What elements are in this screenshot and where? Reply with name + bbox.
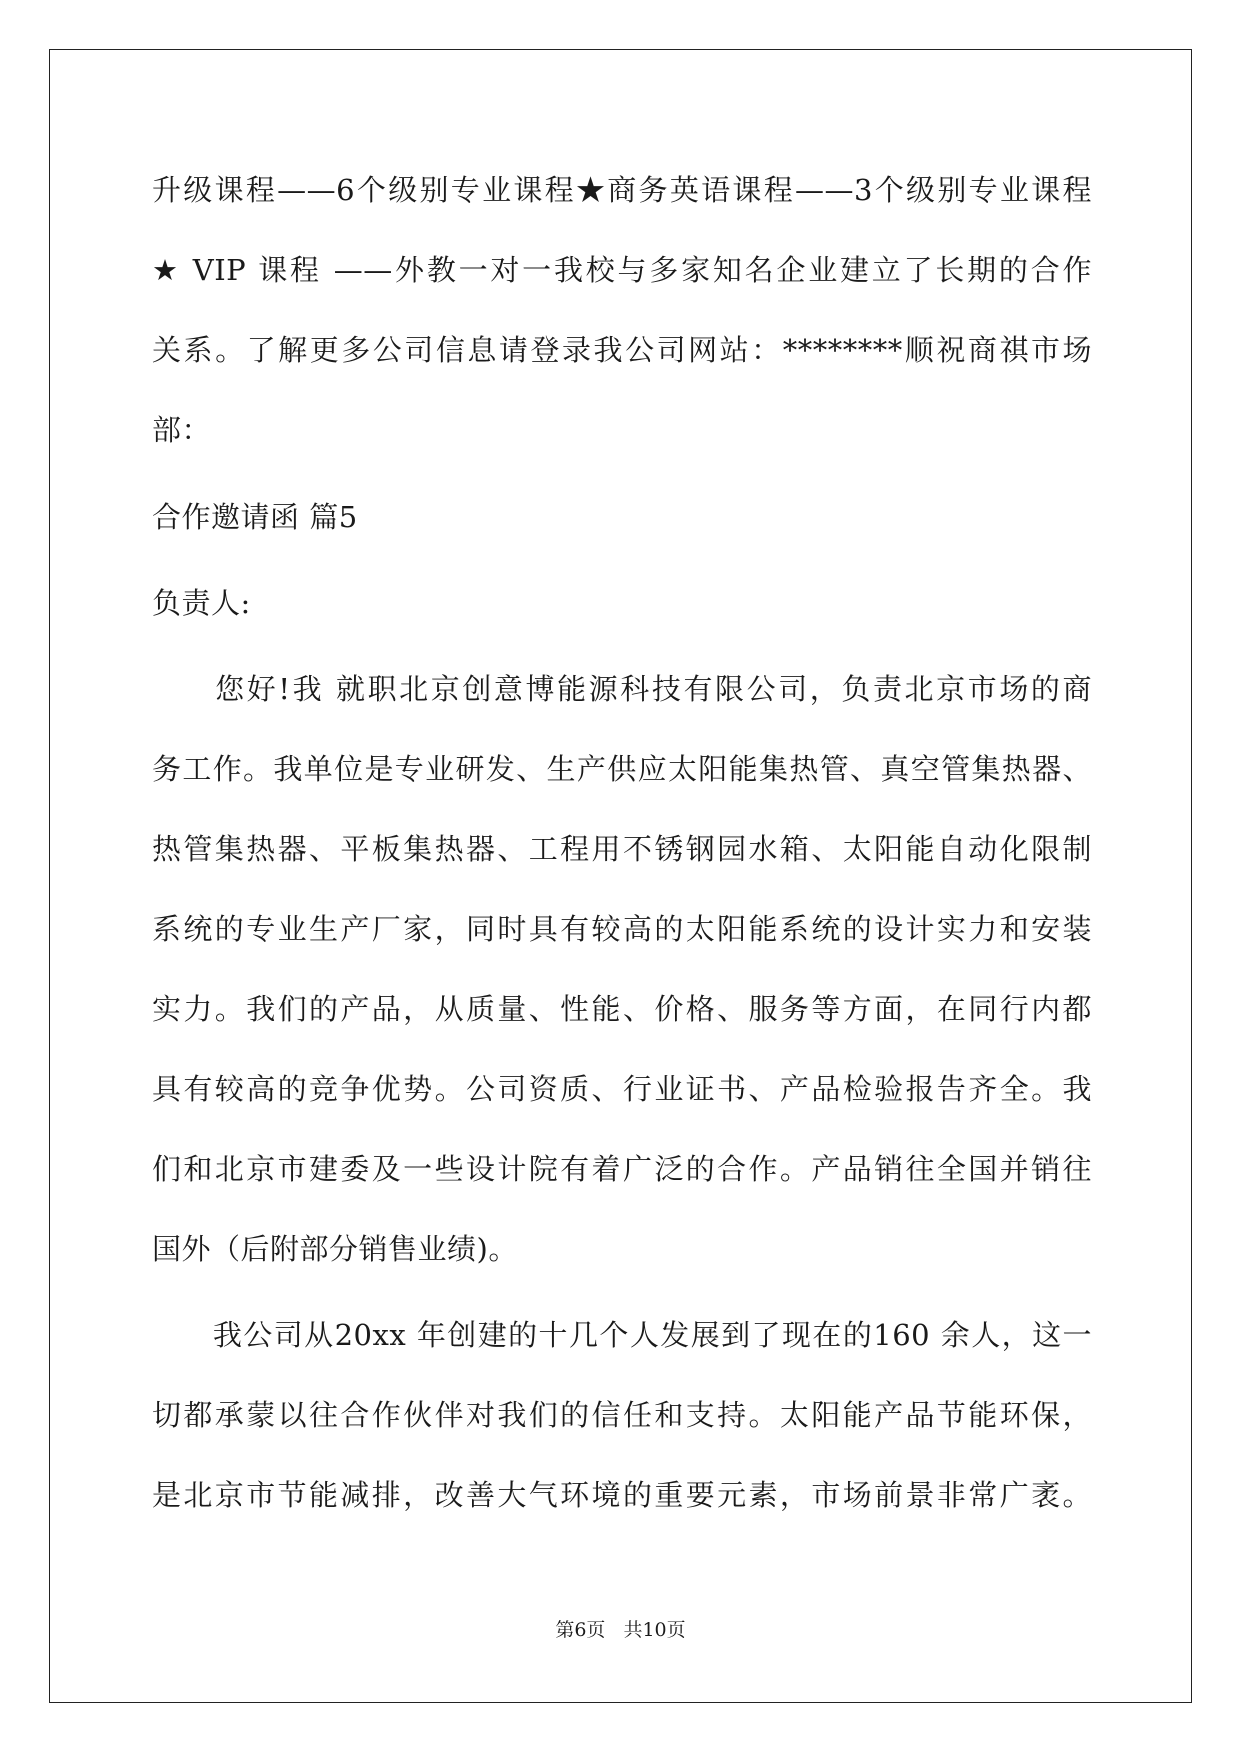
text-line: 您好!我 就职北京创意博能源科技有限公司，负责北京市场的商 [152, 672, 1092, 706]
salutation: 负责人: [152, 586, 251, 620]
text-line: 热管集热器、平板集热器、工程用不锈钢园水箱、太阳能自动化限制 [152, 832, 1092, 866]
text-line: 关系。了解更多公司信息请登录我公司网站：********顺祝商祺市场 [152, 333, 1092, 367]
text-line: 部： [152, 413, 212, 447]
text-line: ★ VIP 课程 ——外教一对一我校与多家知名企业建立了长期的合作 [152, 253, 1092, 287]
text-line: 国外（后附部分销售业绩)。 [152, 1232, 518, 1266]
page-border [49, 49, 1192, 1703]
section-heading: 合作邀请函 篇5 [152, 500, 358, 534]
text-line: 务工作。我单位是专业研发、生产供应太阳能集热管、真空管集热器、 [152, 752, 1092, 786]
text-line: 是北京市节能减排，改善大气环境的重要元素，市场前景非常广袤。 [152, 1478, 1092, 1512]
text-line: 们和北京市建委及一些设计院有着广泛的合作。产品销往全国并销往 [152, 1152, 1092, 1186]
text-line: 系统的专业生产厂家，同时具有较高的太阳能系统的设计实力和安装 [152, 912, 1092, 946]
page-total: 共10页 [623, 1619, 686, 1641]
text-line: 实力。我们的产品，从质量、性能、价格、服务等方面，在同行内都 [152, 992, 1092, 1026]
text-line: 我公司从20xx 年创建的十几个人发展到了现在的160 余人，这一 [152, 1318, 1092, 1352]
page-number: 第6页 [555, 1619, 606, 1641]
text-line: 切都承蒙以往合作伙伴对我们的信任和支持。太阳能产品节能环保， [152, 1398, 1092, 1432]
page-footer [0, 1615, 1241, 1642]
text-line: 具有较高的竞争优势。公司资质、行业证书、产品检验报告齐全。我 [152, 1072, 1092, 1106]
text-line: 升级课程——6个级别专业课程★商务英语课程——3个级别专业课程 [152, 173, 1092, 207]
